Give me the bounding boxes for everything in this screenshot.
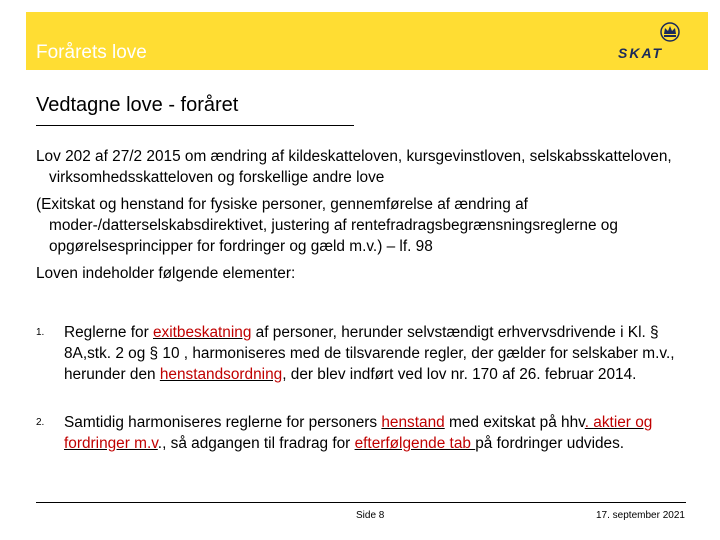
- text-segment: ., så adgangen til fradrag for: [157, 435, 355, 452]
- list-item-text: [64, 322, 689, 385]
- law-title-paragraph: Lov 202 af 27/2 2015 om ændring af kildeskatteloven, kursgevinstloven, selskabsskatteloven, virksomhedsskatteloven og forskellige andre love: [36, 148, 672, 186]
- intro-paragraph: Loven indeholder følgende elementer:: [36, 265, 296, 282]
- highlighted-term: exitbeskatning: [152, 324, 252, 341]
- crown-icon: [658, 20, 682, 42]
- page-number: Side 8: [356, 510, 385, 521]
- heading-underline: [36, 125, 354, 126]
- footer-divider: [36, 502, 686, 503]
- footer-date: 17. september 2021: [596, 510, 685, 521]
- law-description-paragraph: (Exitskat og henstand for fysiske personer, gennemførelse af ændring af moder-/datterselskabsdirektivet, justering af rentefradragsbegrænsningsreglerne og opgørelsesprincipper for fordringer og gæld m.v.) – lf. 98: [36, 196, 618, 255]
- highlighted-term: henstand: [381, 414, 445, 431]
- highlighted-term: . aktier og fordringer m.v: [64, 414, 653, 452]
- header-bar: [26, 12, 708, 70]
- text-segment: med exitskat på hhv: [444, 414, 585, 431]
- skat-logo: [618, 20, 686, 66]
- text-segment: , der blev indført ved lov nr. 170 af 26. februar 2014.: [282, 366, 637, 383]
- list-number: 1.: [36, 327, 45, 338]
- slide-title: Forårets love: [36, 42, 147, 63]
- list-item-text: [64, 412, 689, 454]
- text-segment: Reglerne for: [64, 324, 153, 341]
- logo-text: SKAT: [618, 45, 664, 61]
- list-number: 2.: [36, 417, 45, 428]
- text-segment: på fordringer udvides.: [475, 435, 625, 452]
- section-heading: Vedtagne love - foråret: [36, 94, 239, 116]
- text-segment: Samtidig harmoniseres reglerne for personers: [64, 414, 382, 431]
- highlighted-term: efterfølgende tab: [354, 435, 476, 452]
- highlighted-term: henstandsordning: [159, 366, 283, 383]
- text-segment: af personer, herunder selvstændigt erhvervsdrivende i Kl. § 8A,stk. 2 og § 10 , harmoniseres med de tilsvarende regler, der gælder for selskaber m.v., herunder den: [64, 324, 675, 383]
